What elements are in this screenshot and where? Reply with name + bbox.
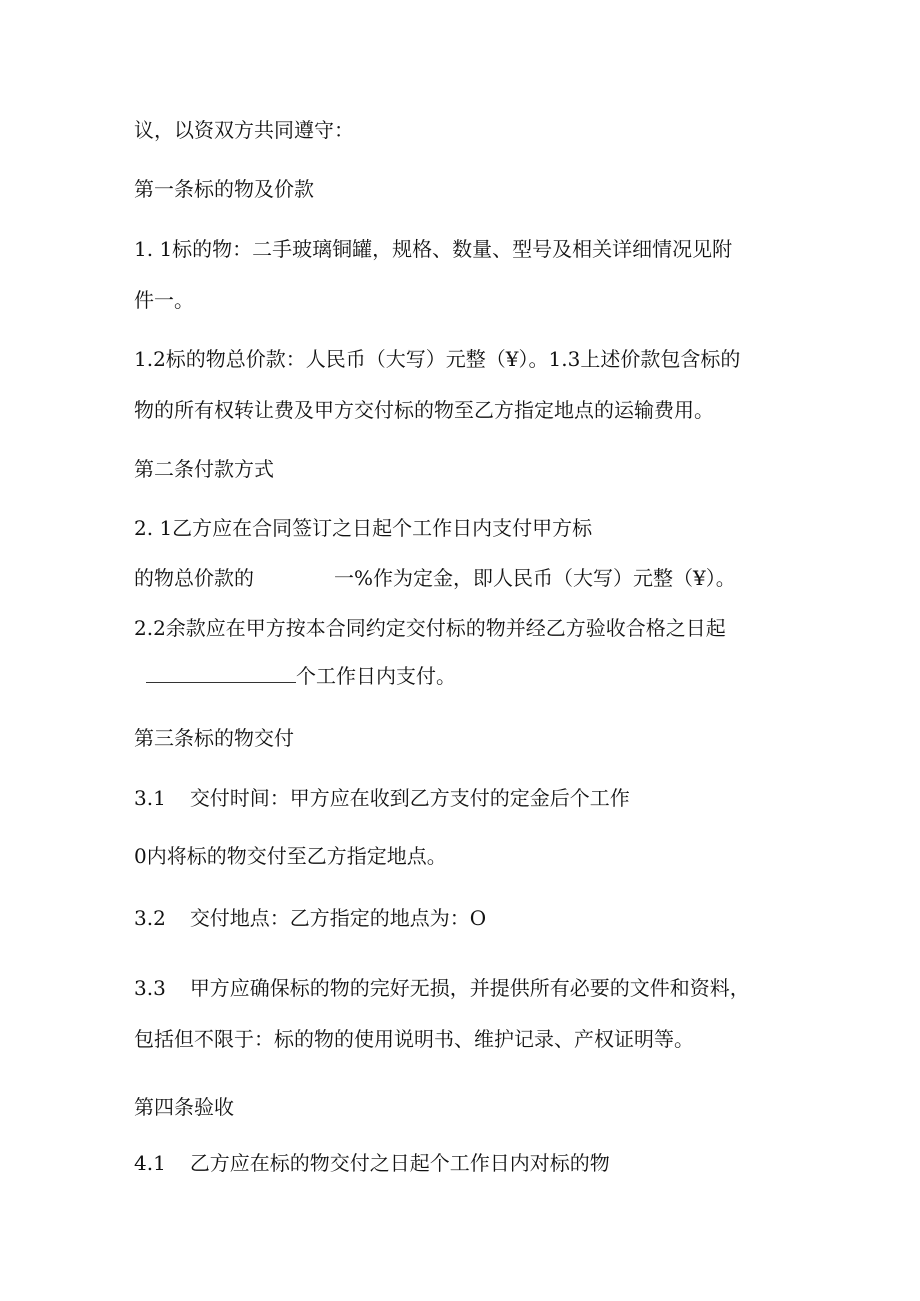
section-heading: 第二条付款方式 xyxy=(134,457,274,481)
text-line: 1.2标的物总价款：人民币（大写）元整（¥）。1.3上述价款包含标的 xyxy=(134,347,741,371)
section-heading: 第四条验收 xyxy=(134,1095,234,1119)
text-line xyxy=(134,564,736,592)
fill-in-blank xyxy=(146,662,296,683)
clause-number: 4.1 xyxy=(134,1151,166,1175)
text-line: 物的所有权转让费及甲方交付标的物至乙方指定地点的运输费用。 xyxy=(134,398,714,422)
text-segment: 的物总价款的 xyxy=(134,566,254,590)
text-segment: 甲方应确保标的物的完好无损，并提供所有必要的文件和资料， xyxy=(189,976,750,1000)
text-line: 2. 1乙方应在合同签订之日起个工作日内支付甲方标 xyxy=(134,516,593,540)
text-line xyxy=(134,1149,610,1177)
text-line: 1. 1标的物：二手玻璃铜罐，规格、数量、型号及相关详细情况见附 xyxy=(134,237,733,261)
text-segment: 一%作为定金，即人民币（大写）元整（¥）。 xyxy=(334,566,736,590)
clause-number: 3.2 xyxy=(134,906,166,930)
text-line xyxy=(134,662,456,690)
text-line: 包括但不限于：标的物的使用说明书、维护记录、产权证明等。 xyxy=(134,1027,694,1051)
text-segment: 交付地点：乙方指定的地点为：O xyxy=(189,906,487,930)
text-line: 0内将标的物交付至乙方指定地点。 xyxy=(134,844,447,868)
text-line: 议，以资双方共同遵守： xyxy=(134,118,354,142)
text-segment: 乙方应在标的物交付之日起个工作日内对标的物 xyxy=(189,1151,610,1175)
text-line xyxy=(134,904,486,932)
section-heading: 第三条标的物交付 xyxy=(134,726,294,750)
clause-number: 3.1 xyxy=(134,786,166,810)
text-line: 2.2余款应在甲方按本合同约定交付标的物并经乙方验收合格之日起 xyxy=(134,616,726,640)
section-heading: 第一条标的物及价款 xyxy=(134,177,314,201)
text-segment: 交付时间：甲方应在收到乙方支付的定金后个工作 xyxy=(189,786,630,810)
text-line xyxy=(134,784,630,812)
text-segment: 个工作日内支付。 xyxy=(296,664,456,688)
clause-number: 3.3 xyxy=(134,976,166,1000)
text-line: 件一。 xyxy=(134,288,194,312)
text-line xyxy=(134,974,750,1002)
